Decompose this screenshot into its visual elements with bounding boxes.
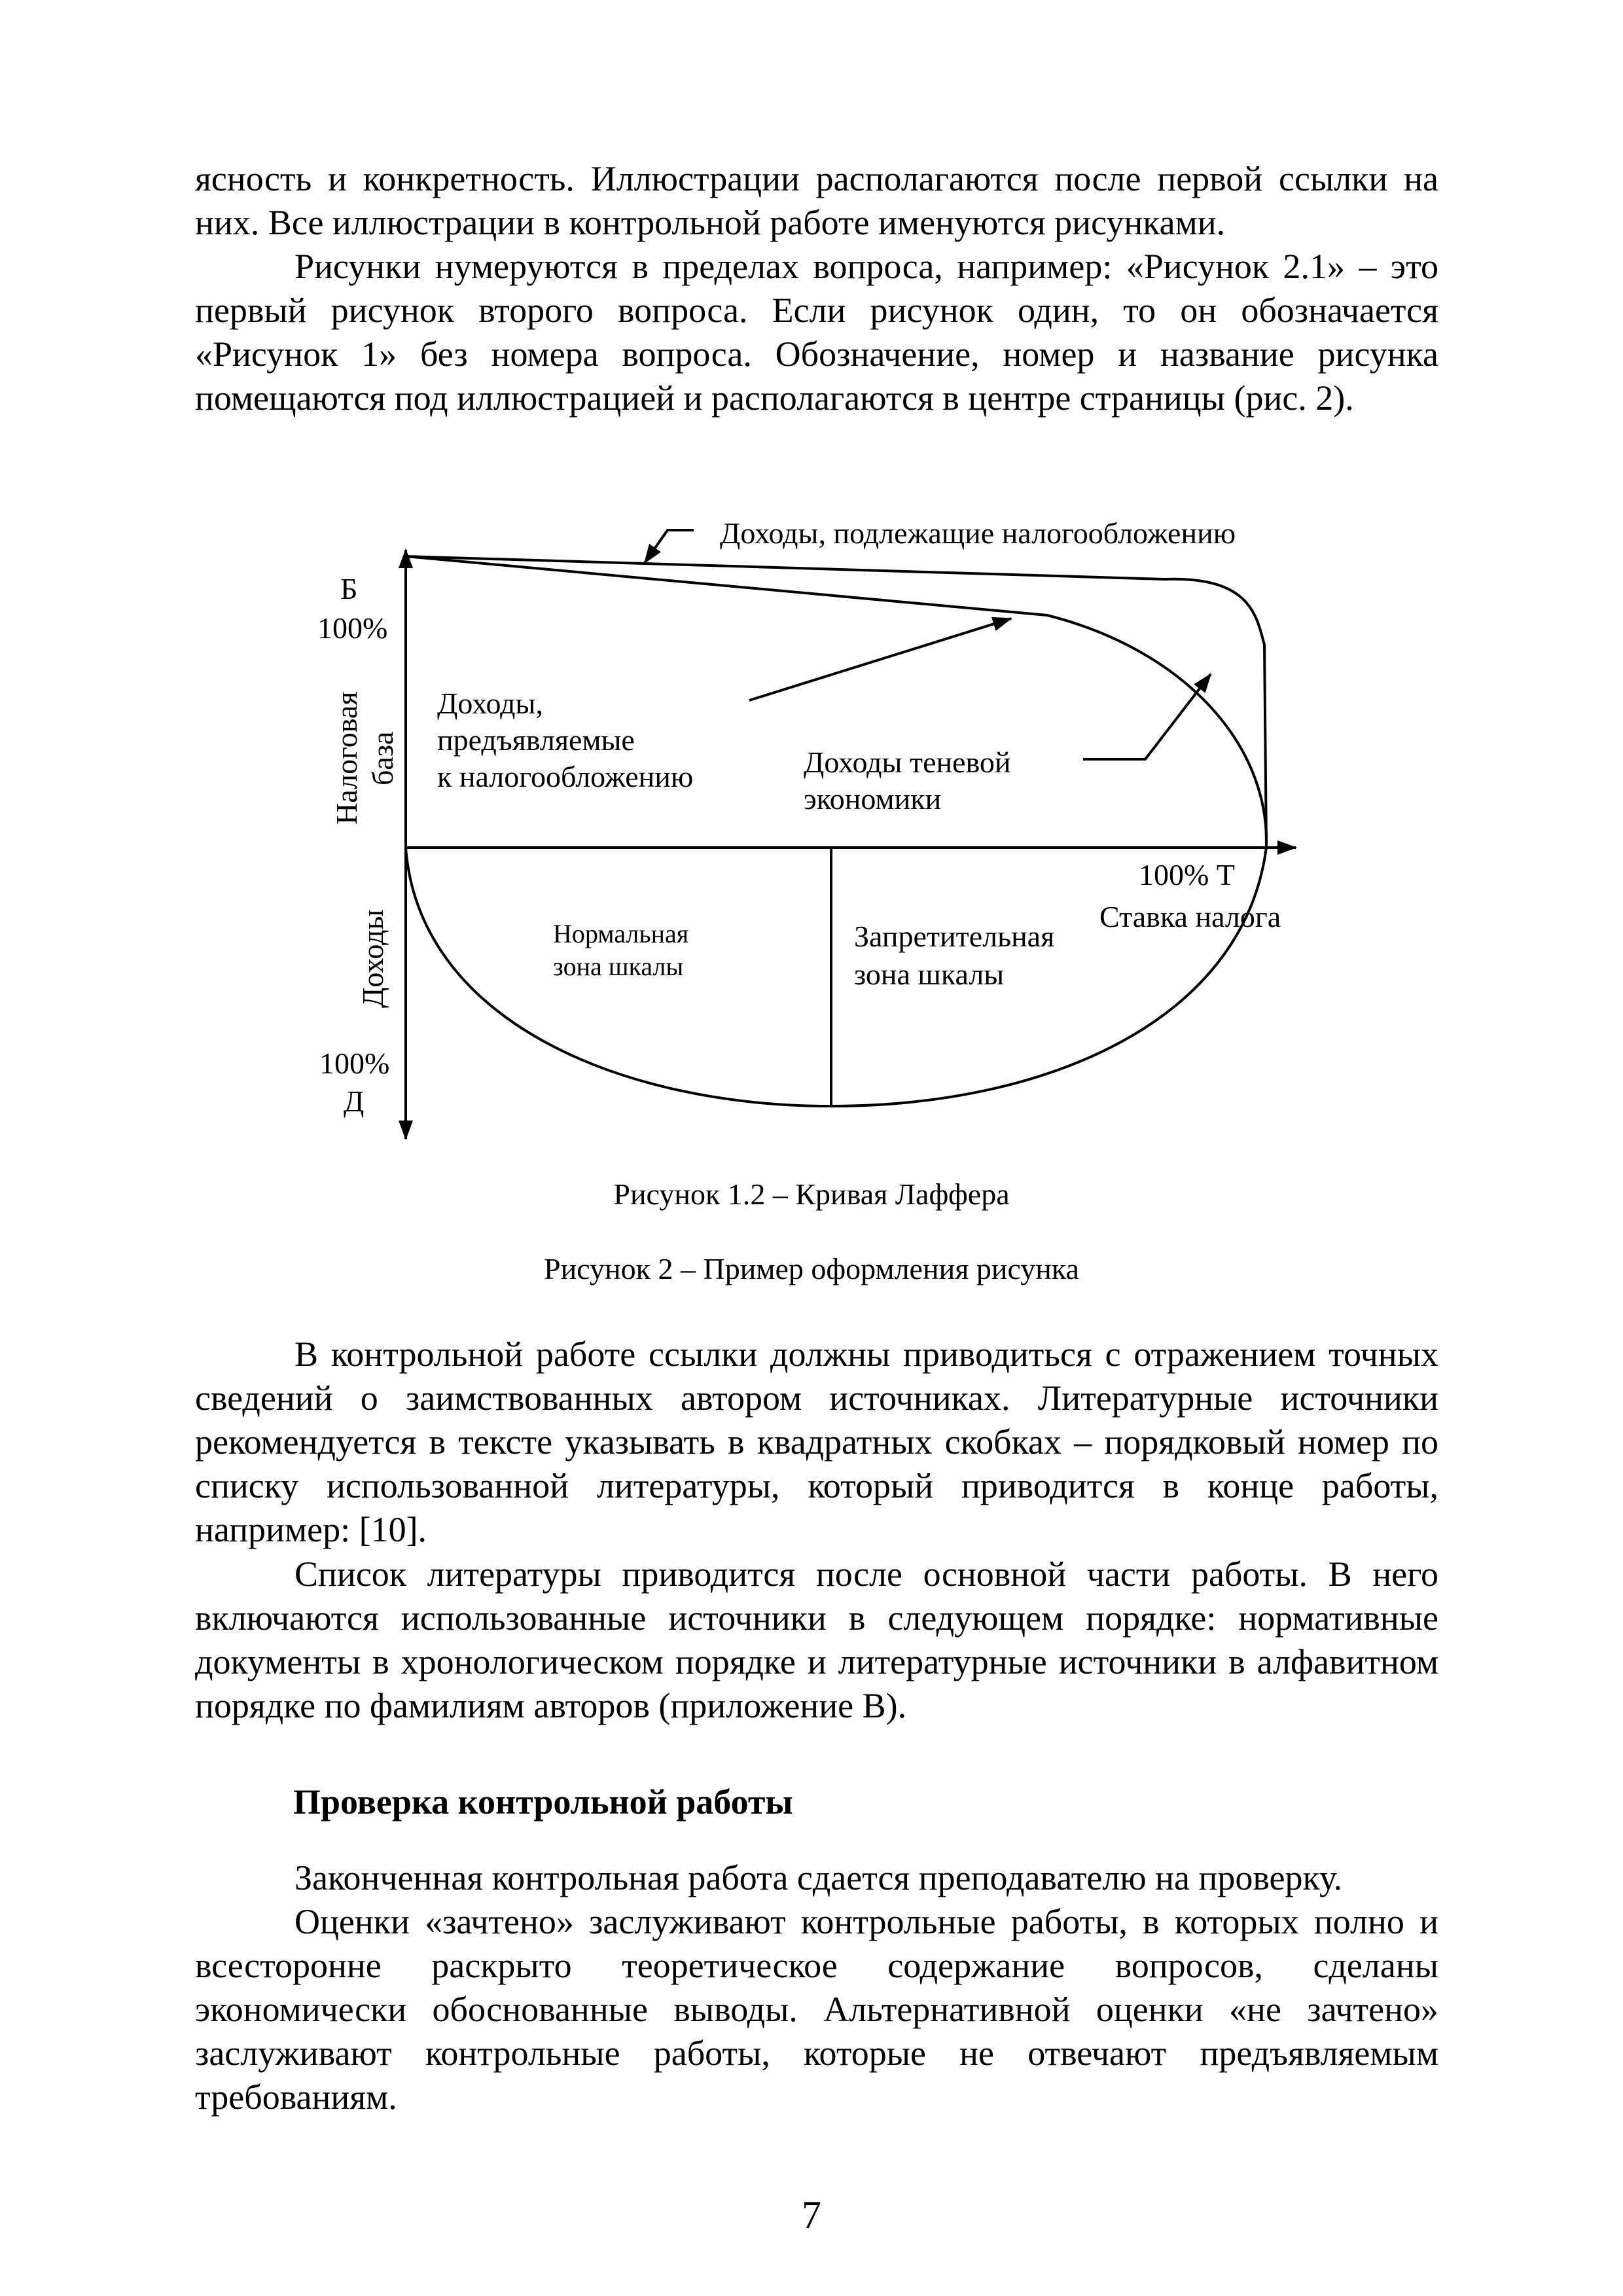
label-prohibit-1: Запретительная (854, 920, 1055, 953)
label-normal-1: Нормальная (553, 919, 689, 948)
paragraph-6: Оценки «зачтено» заслуживают контрольные работы, в которых полно и всесторонне раскрыто теоретическое содержание вопросов, сделаны экономически обоснованные выводы. Альтернативной оценки «не зачтено» заслуживают контрольные работы, которые не отвечают предъявляемым требованиям. (195, 1902, 1438, 2117)
label-100-bottom: 100% (319, 1047, 390, 1080)
label-presented-1: Доходы, (437, 687, 543, 720)
label-rate: Ставка налога (1099, 900, 1281, 933)
paragraph-4: Список литературы приводится после основной части работы. В него включаются использованные источники в следующем порядке: нормативные документы в хронологическом порядке и литературные источники в алфавитном порядке по фамилиям авторов (приложение В). (195, 1554, 1438, 1725)
label-100-t: 100% Т (1139, 858, 1235, 891)
label-income: Доходы (356, 909, 389, 1008)
label-taxable: Доходы, подлежащие налогообложению (720, 516, 1236, 550)
label-presented-3: к налогообложению (437, 760, 694, 793)
label-shadow-2: экономики (804, 782, 942, 816)
paragraph-2: Рисунки нумеруются в пределах вопроса, например: «Рисунок 2.1» – это первый рисунок второго вопроса. Если рисунок один, то он обозначается «Рисунок 1» без номера вопроса. Обозначение, номер и название рисунка помещаются под иллюстрацией и располагаются в центре страницы (рис. 2). (195, 247, 1438, 418)
figure-inner-caption: Рисунок 1.2 – Кривая Лаффера (613, 1177, 1010, 1211)
paragraph-5: Законченная контрольная работа сдается преподавателю на проверку. (294, 1858, 1343, 1897)
label-normal-2: зона шкалы (553, 952, 684, 981)
label-presented-2: предъявляемые (437, 723, 635, 757)
label-tax-base-1: Налоговая (330, 691, 363, 825)
laffer-curve-figure (0, 511, 1623, 1230)
label-shadow-1: Доходы теневой (804, 745, 1011, 779)
label-tax-base-2: база (366, 731, 399, 785)
label-prohibit-2: зона шкалы (854, 958, 1005, 991)
pointer-presented (749, 619, 1011, 700)
figure-caption: Рисунок 2 – Пример оформления рисунка (544, 1252, 1079, 1285)
label-b: Б (340, 572, 358, 605)
lower-curve (406, 848, 1266, 1106)
paragraph-3: В контрольной работе ссылки должны приводиться с отражением точных сведений о заимствованных автором источниках. Литературные источники рекомендуется в тексте указывать в квадратных скобках – порядковый номер по списку использованной литературы, который приводится в конце работы, например: [10]. (195, 1335, 1438, 1549)
paragraph-1: ясность и конкретность. Иллюстрации располагаются после первой ссылки на них. Все иллюстрации в контрольной работе именуются рисунками. (195, 159, 1438, 242)
label-100-top: 100% (317, 611, 388, 645)
section-heading: Проверка контрольной работы (293, 1782, 793, 1821)
label-d: Д (344, 1085, 365, 1118)
page-number: 7 (802, 2193, 821, 2236)
pointer-taxable (645, 530, 694, 563)
